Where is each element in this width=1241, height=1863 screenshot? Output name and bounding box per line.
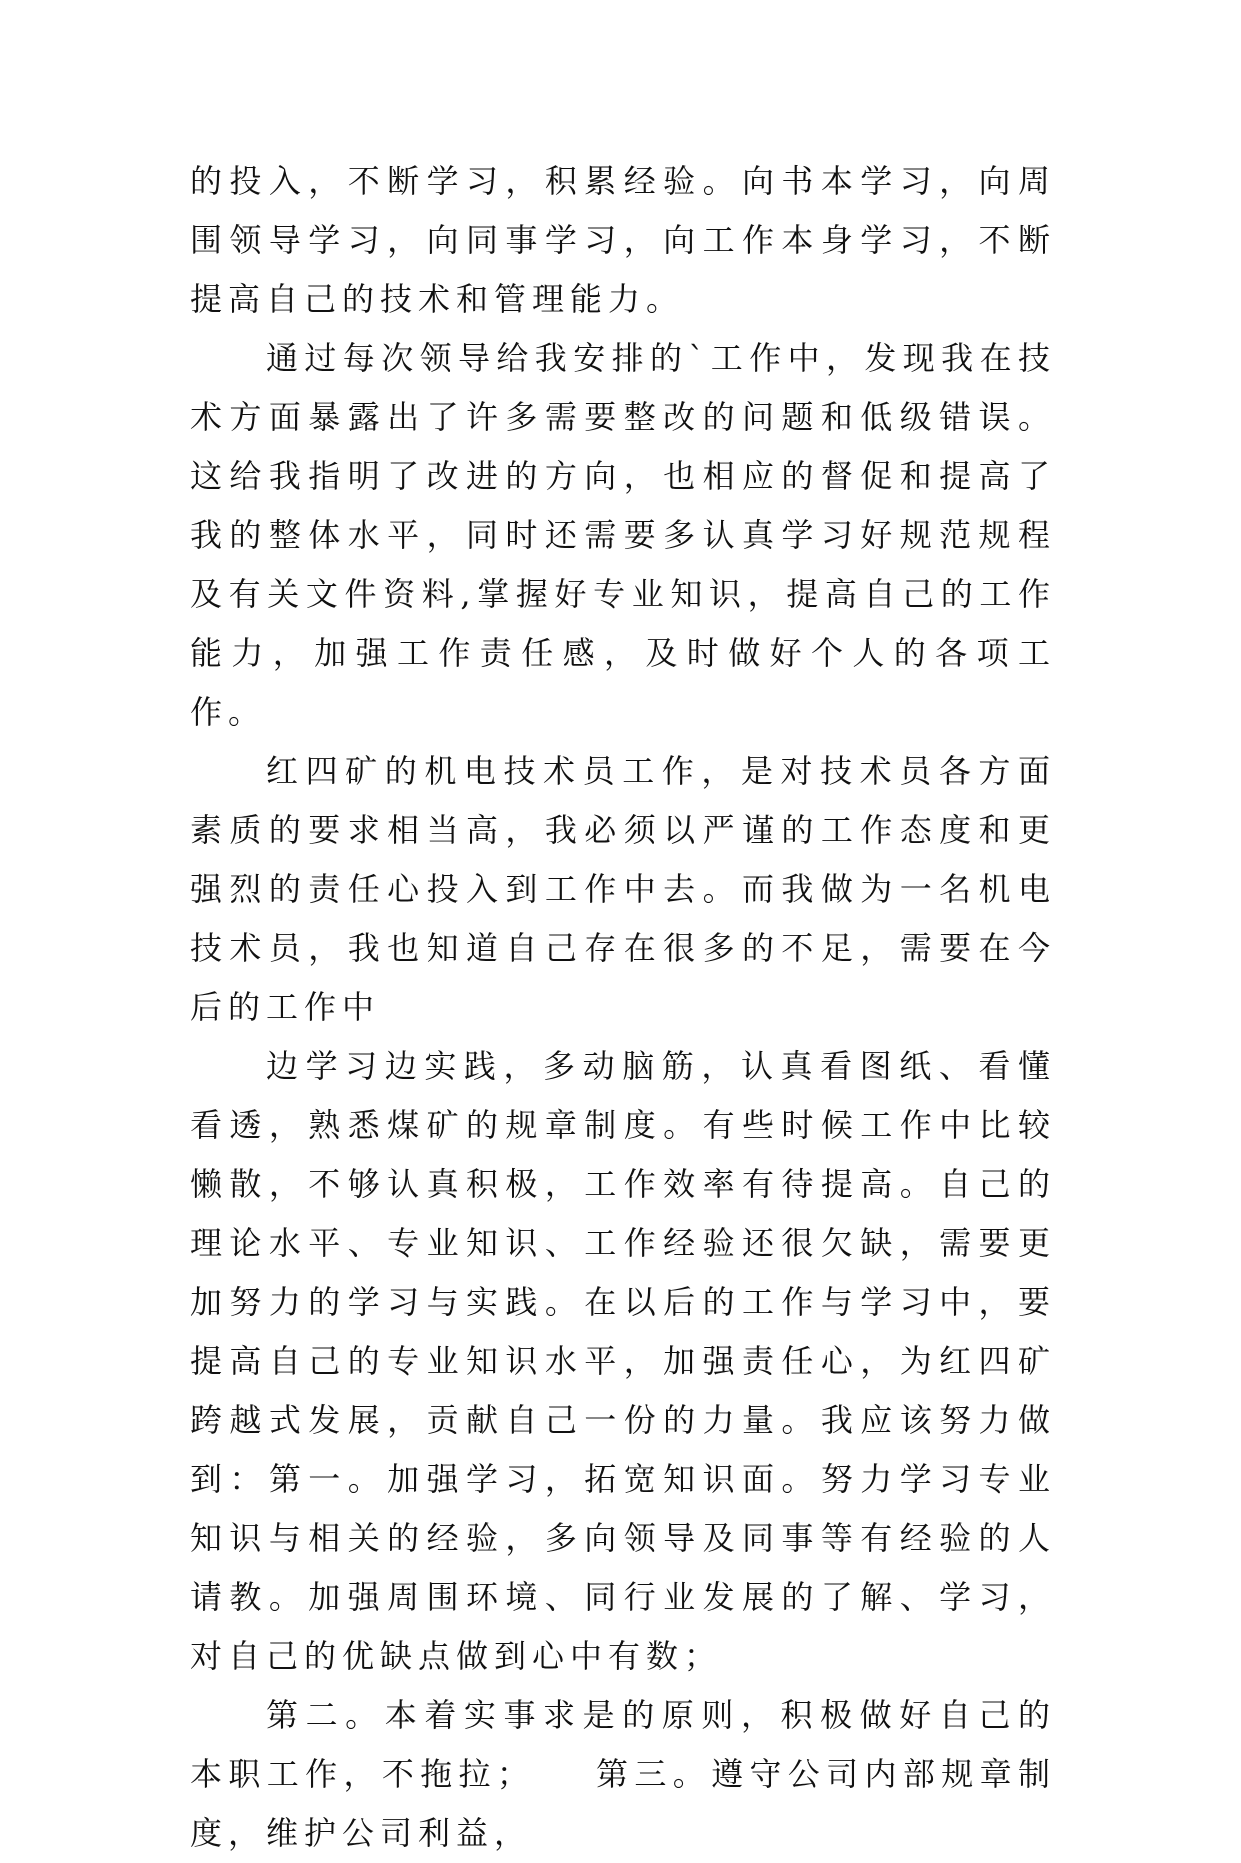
paragraph-4: 边学习边实践，多动脑筋，认真看图纸、看懂看透，熟悉煤矿的规章制度。有些时候工作中比较懒散，不够认真积极，工作效率有待提高。自己的理论水平、专业知识、工作经验还很欠缺，需要更加努力的学习与实践。在以后的工作与学习中，要提高自己的专业知识水平，加强责任心，为红四矿跨越式发展，贡献自己一份的力量。我应该努力做到：第一。加强学习，拓宽知识面。努力学习专业知识与相关的经验，多向领导及同事等有经验的人请教。加强周围环境、同行业发展的了解、学习，对自己的优缺点做到心中有数； <box>190 1047 1056 1675</box>
paragraph-3: 红四矿的机电技术员工作，是对技术员各方面素质的要求相当高，我必须以严谨的工作态度和更强烈的责任心投入到工作中去。而我做为一名机电技术员，我也知道自己存在很多的不足，需要在今后的工作中 <box>190 752 1056 1026</box>
document-body <box>190 152 1056 1863</box>
paragraph-5: 第二。本着实事求是的原则，积极做好自己的本职工作，不拖拉； 第三。遵守公司内部规章制度，维护公司利益， <box>190 1696 1056 1852</box>
paragraph-1: 的投入，不断学习，积累经验。向书本学习，向周围领导学习，向同事学习，向工作本身学习，不断提高自己的技术和管理能力。 <box>190 162 1056 318</box>
paragraph-2: 通过每次领导给我安排的`工作中，发现我在技术方面暴露出了许多需要整改的问题和低级错误。这给我指明了改进的方向，也相应的督促和提高了我的整体水平，同时还需要多认真学习好规范规程及有关文件资料,掌握好专业知识，提高自己的工作能力，加强工作责任感，及时做好个人的各项工作。 <box>190 339 1056 731</box>
